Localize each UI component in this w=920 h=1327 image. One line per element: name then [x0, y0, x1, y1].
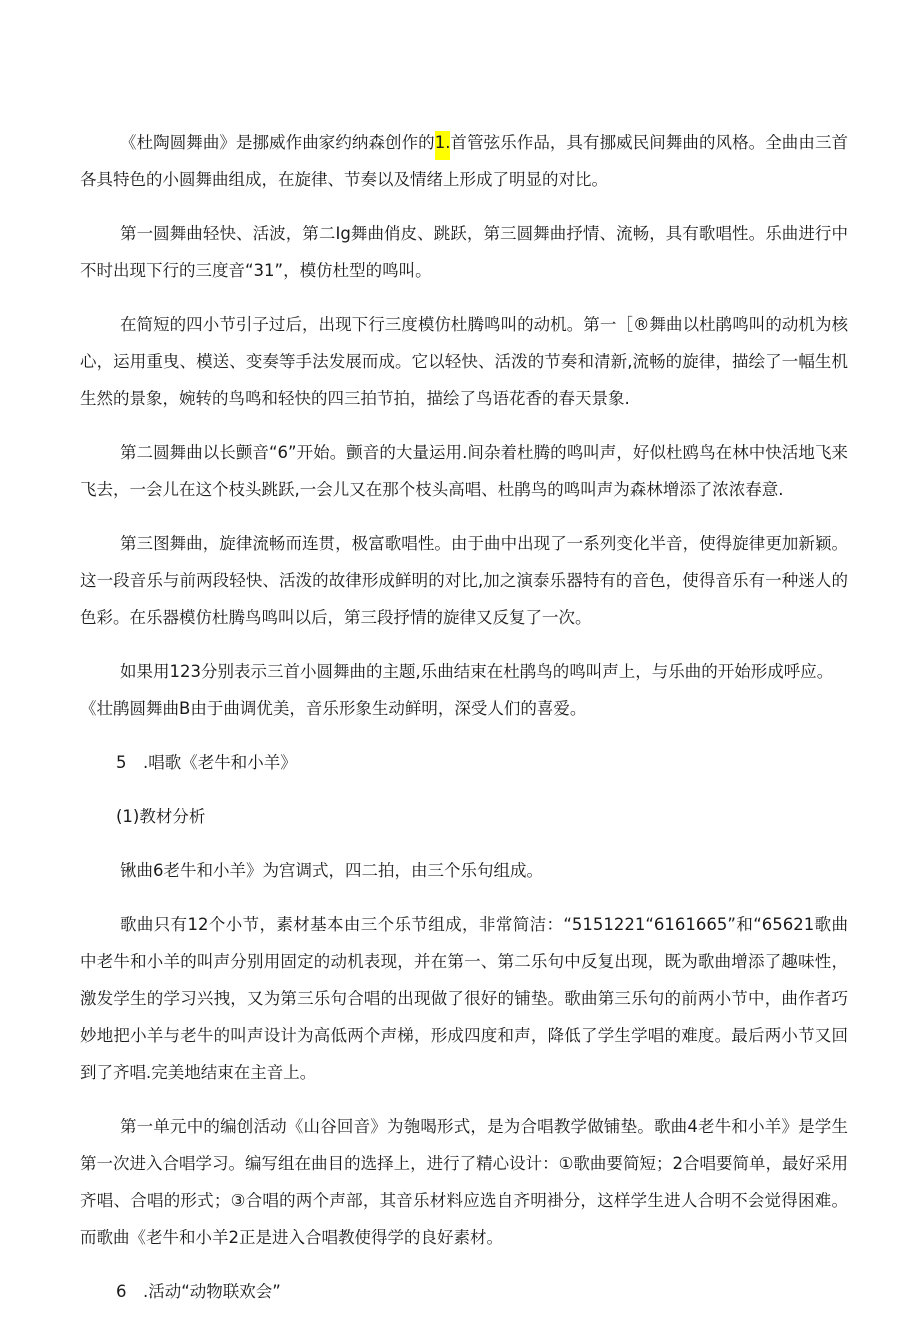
paragraph-conclusion: 《壮鹃圆舞曲B由于曲调优美，音乐形象生动鲜明，深受人们的喜爱。 [80, 699, 587, 718]
paragraph-waltz-overview: 第一圆舞曲轻快、活波，第二Ig舞曲俏皮、跳跃，第三圆舞曲抒情、流畅，具有歌唱性。乐曲进行中不时出现下行的三度音“31”，模仿杜型的鸣叫。 [80, 224, 848, 280]
highlighted-text: 1. [435, 131, 451, 160]
document-body [80, 124, 848, 1327]
intro-text-after: 首管弦乐作品，具有挪威民间舞曲的风格。全曲由三首各具特色的小圆舞曲组成，在旋律、节奏以及情绪上形成了明显的对比。 [80, 133, 849, 189]
paragraph-song-mode: 锹曲6老牛和小羊》为宫调式，四二拍，由三个乐句组成。 [120, 861, 543, 880]
paragraph-choral-design: 第一单元中的编创活动《山谷回音》为匏喝形式，是为合唱教学做铺垫。歌曲4老牛和小羊》是学生第一次进入合唱学习。编写组在曲目的选择上，进行了精心设计：①歌曲要简短；2合唱要简单，最好采用齐唱、合唱的形式；③合唱的两个声部，其音乐材料应选自齐明褂分，这样学生进人合明不会觉得困难。而歌曲《老牛和小羊2正是进入合唱教使得学的良好素材。 [80, 1117, 848, 1247]
intro-text-before: 《杜陶圆舞曲》是挪威作曲家约纳森创作的 [120, 133, 435, 152]
section-heading-song: 5 .唱歌《老牛和小羊》 [116, 753, 297, 772]
section-heading-activity: 6 .活动“动物联欢会” [116, 1282, 281, 1301]
paragraph-third-waltz: 第三图舞曲，旋律流畅而连贯，极富歌唱性。由于曲中出现了一系列变化半音，使得旋律更加新颖。这一段音乐与前两段轻快、活泼的故律形成鲜明的对比,加之演泰乐器特有的音色，使得音乐有一种迷人的色彩。在乐器模仿杜腾鸟鸣叫以后，第三段抒情的旋律又反复了一次。 [80, 534, 848, 627]
paragraph-second-waltz: 第二圆舞曲以长颤音“6”开始。颤音的大量运用.间杂着杜腾的鸣叫声，好似杜鸥鸟在林中快活地飞来飞去，一会儿在这个枝头跳跃,一会儿又在那个枝头高唱、杜鹃鸟的鸣叫声为森林增添了浓浓春意. [80, 443, 848, 499]
paragraph-intro [80, 124, 848, 198]
paragraph-theme-summary: 如果用123分别表示三首小圆舞曲的主题,乐曲结束在杜鹃鸟的鸣叫声上，与乐曲的开始形成呼应。 [120, 662, 834, 681]
paragraph-song-structure: 歌曲只有12个小节，素材基本由三个乐节组成，非常简洁：“5151221“6161665”和“65621歌曲中老牛和小羊的叫声分别用固定的动机表现，并在第一、第二乐句中反复出现，既为歌曲增添了趣味性，激发学生的学习兴拽，又为第三乐句合唱的出现做了很好的铺垫。歌曲第三乐句的前两小节中，曲作者巧妙地把小羊与老牛的叫声设计为高低两个声梯，形成四度和声，降低了学生学唱的难度。最后两小节又回到了齐唱.完美地结束在主音上。 [80, 915, 848, 1082]
subsection-heading-analysis: (1)教材分析 [116, 807, 206, 826]
paragraph-first-waltz: 在简短的四小节引子过后，出现下行三度模仿杜腾鸣叫的动机。第一［®舞曲以杜鹃鸣叫的动机为核心，运用重曳、模送、变奏等手法发展而成。它以轻快、活泼的节奏和清新,流畅的旋律，描绘了一幅生机生然的景象，婉转的鸟鸣和轻快的四三拍节拍，描绘了鸟语花香的春天景象. [80, 315, 848, 408]
